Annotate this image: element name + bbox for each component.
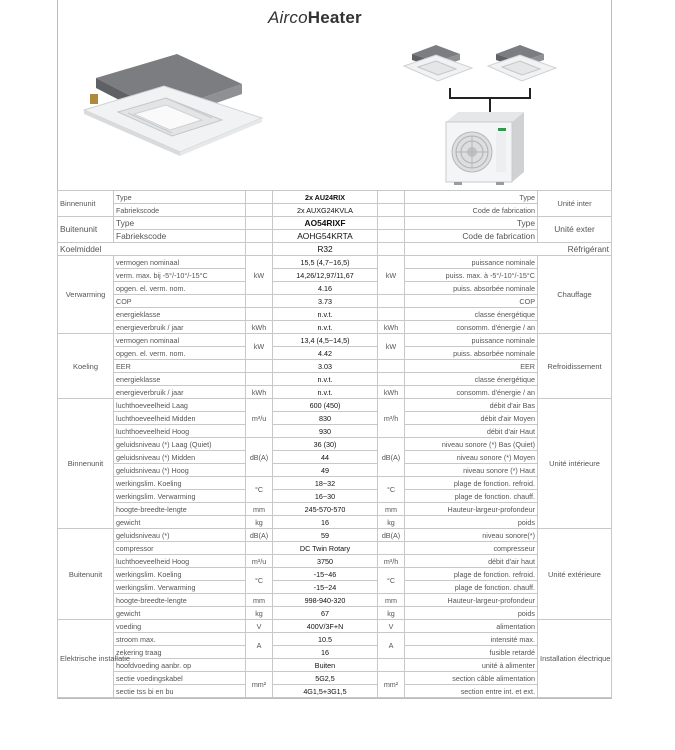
table-row: werkingslim. Verwarming 16~30 plage de fonction. chauff. — [58, 490, 612, 503]
table-row: opgen. el. verm. nom. 4.42 puiss. absorbée nominale — [58, 347, 612, 360]
table-row: sectie voedingskabel mm² 5G2,5 mm² section câble alimentation — [58, 672, 612, 685]
group-koelmiddel: Koelmiddel — [58, 243, 246, 256]
table-row: geluidsniveau (*) Hoog 49 niveau sonore (*) Haut — [58, 464, 612, 477]
table-row: Koeling vermogen nominaal kW 13,4 (4,5~14,5) kW puissance nominale Refroidissement — [58, 334, 612, 347]
table-row: geluidsniveau (*) Midden 44 niveau sonore (*) Moyen — [58, 451, 612, 464]
table-row: luchthoeveelheid Hoog 930 débit d'air Haut — [58, 425, 612, 438]
table-row: hoogte-breedte-lengte mm 245-570-570 mm Hauteur-largeur-profondeur — [58, 503, 612, 516]
table-row: energieklasse n.v.t. classe énergétique — [58, 308, 612, 321]
table-row: compressor DC Twin Rotary compresseur — [58, 542, 612, 555]
group-verwarming: Verwarming — [58, 256, 114, 334]
spec-table — [57, 190, 612, 698]
group-buitenunit-details: Buitenunit — [58, 529, 114, 620]
table-row: Binnenunit Type 2x AU24RIX Type Unité inter — [58, 191, 612, 204]
table-row: Koelmiddel R32 Réfrigérant — [58, 243, 612, 256]
table-row: hoogte-breedte-lengte mm 998-940-320 mm Hauteur-largeur-profondeur — [58, 594, 612, 607]
table-row: Fabriekscode 2x AUXG24KVLA Code de fabrication — [58, 204, 612, 217]
table-row: Buitenunit geluidsniveau (*) dB(A) 59 dB(A) niveau sonore(*) Unité extérieure — [58, 529, 612, 542]
table-row: opgen. el. verm. nom. 4.16 puiss. absorbée nominale — [58, 282, 612, 295]
table-row: stroom max. A 10.5 A intensité max. — [58, 633, 612, 646]
table-row: geluidsniveau (*) Laag (Quiet) dB(A) 36 (30) dB(A) niveau sonore (*) Bas (Quiet) — [58, 438, 612, 451]
table-row: werkingslim. Koeling °C 18~32 °C plage de fonction. refroid. — [58, 477, 612, 490]
group-binnenunit: Binnenunit — [58, 191, 114, 217]
table-row: werkingslim. Koeling °C -15~46 °C plage de fonction. refroid. — [58, 568, 612, 581]
table-row: energieklasse n.v.t. classe énergétique — [58, 373, 612, 386]
group-koeling: Koeling — [58, 334, 114, 399]
table-row: luchthoeveelheid Hoog m³/u 3750 m³/h débit d'air haut — [58, 555, 612, 568]
table-row: Buitenunit Type AO54RIXF Type Unité exter — [58, 217, 612, 230]
brand-logo: AircoHeater — [268, 8, 362, 27]
table-row: Binnenunit luchthoeveelheid Laag m³/u 600 (450) m³/h débit d'air Bas Unité intérieure — [58, 399, 612, 412]
table-row: verm. max. bij -5°/-10°/-15°C 14,26/12,97/11,67 puiss. max. à -5°/-10°/-15°C — [58, 269, 612, 282]
group-binnenunit-details: Binnenunit — [58, 399, 114, 529]
table-row: zekering traag 16 fusible retardé — [58, 646, 612, 659]
table-row: energieverbruik / jaar kWh n.v.t. kWh consomm. d'énergie / an — [58, 321, 612, 334]
outdoor-unit-image — [444, 110, 526, 186]
cassette-unit-image — [82, 38, 267, 158]
group-elektrische-installatie: Elektrische installatie — [58, 620, 114, 698]
table-row: luchthoeveelheid Midden 830 débit d'air Moyen — [58, 412, 612, 425]
table-row: gewicht kg 67 kg poids — [58, 607, 612, 620]
table-row: hoofdvoeding aanbr. op Buiten unité à alimenter — [58, 659, 612, 672]
table-row: Elektrische installatie voeding V 400V/3F+N V alimentation Installation électrique — [58, 620, 612, 633]
dual-cassette-image — [402, 40, 562, 88]
table-row: Verwarming vermogen nominaal kW 15,5 (4,7~16,5) kW puissance nominale Chauffage — [58, 256, 612, 269]
table-row: EER 3.03 EER — [58, 360, 612, 373]
table-row: COP 3.73 COP — [58, 295, 612, 308]
table-row: werkingslim. Verwarming -15~24 plage de fonction. chauff. — [58, 581, 612, 594]
group-buitenunit: Buitenunit — [58, 217, 114, 243]
table-row: sectie tss bi en bu 4G1,5+3G1,5 section entre int. et ext. — [58, 685, 612, 698]
table-row: energieverbruik / jaar kWh n.v.t. kWh consomm. d'énergie / an — [58, 386, 612, 399]
table-row: gewicht kg 16 kg poids — [58, 516, 612, 529]
table-row: Fabriekscode AOHG54KRTA Code de fabrication — [58, 230, 612, 243]
